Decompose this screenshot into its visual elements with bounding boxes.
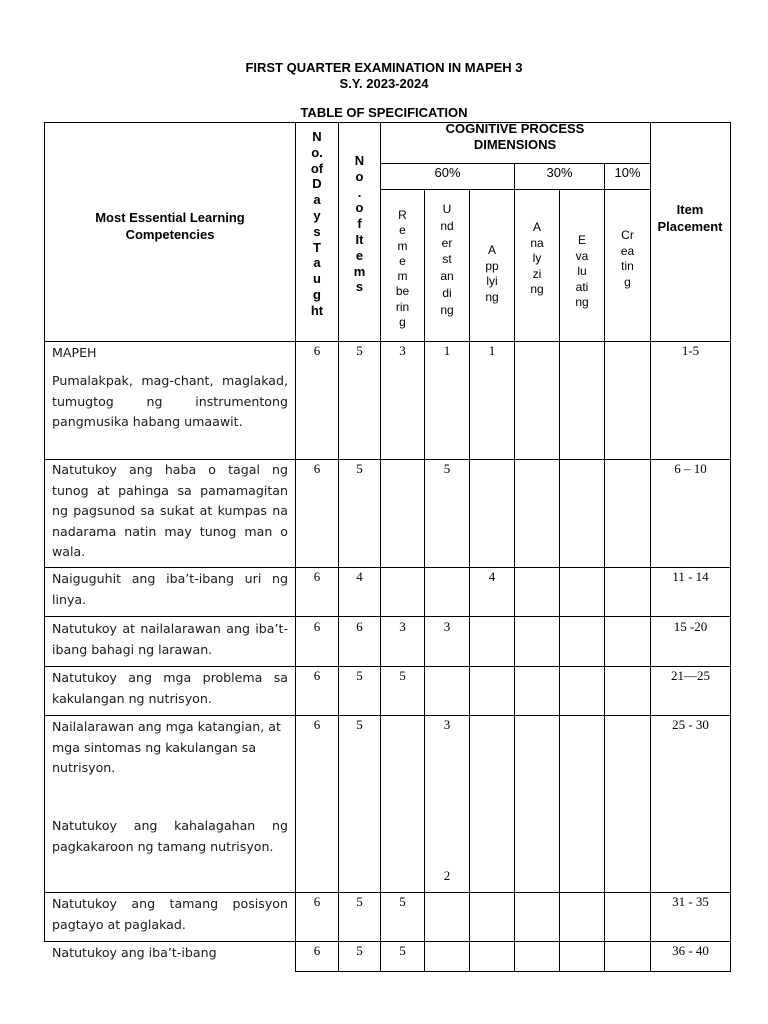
applying-value: 1	[488, 343, 496, 358]
remembering-value: 5	[399, 668, 406, 683]
placement-value: 15 -20	[673, 619, 708, 634]
header-60-percent: 60%	[434, 165, 461, 180]
placement-value: 11 - 14	[672, 569, 709, 584]
header-competencies: Most Essential Learning Competencies	[95, 210, 245, 242]
header-10-percent: 10%	[614, 165, 641, 180]
header-bottom-border	[44, 341, 731, 342]
remembering-value: 5	[399, 943, 406, 958]
header-no-items: N o . o f It e m s	[353, 153, 366, 295]
placement-value: 21—25	[671, 668, 710, 683]
items-value: 5	[356, 894, 363, 909]
days-value: 6	[313, 943, 321, 958]
competency-text: Natutukoy ang mga problema sa kakulangan ng nutrisyon.	[52, 670, 288, 706]
header-applying: A pp lyi ng	[485, 243, 499, 304]
remembering-value: 3	[399, 619, 406, 634]
col-border	[44, 122, 45, 941]
exam-title: FIRST QUARTER EXAMINATION IN MAPEH 3	[245, 60, 523, 75]
table-title: TABLE OF SPECIFICATION	[300, 105, 468, 120]
understanding-value: 3	[443, 717, 451, 732]
items-value: 6	[356, 619, 363, 634]
col-border	[730, 122, 731, 972]
competency-text: Naiguguhit ang iba’t-ibang uri ng linya.	[52, 571, 288, 607]
row-divider	[44, 715, 731, 716]
row-divider	[44, 666, 731, 667]
competency-text: Natutukoy ang kahalagahan ng pagkakaroon ng tamang nutrisyon.	[52, 818, 288, 854]
competency-text: Pumalakpak, mag-chant, maglakad, tumugtog ng instrumentong pangmusika habang umaawit.	[52, 373, 288, 430]
placement-value: 36 - 40	[672, 943, 709, 958]
applying-value: 4	[488, 569, 496, 584]
row-divider	[295, 971, 731, 972]
placement-value: 31 - 35	[672, 894, 709, 909]
understanding-value: 1	[443, 343, 451, 358]
header-understanding: U nd er st an di ng	[440, 202, 454, 317]
percent-divider	[380, 189, 650, 190]
school-year: S.Y. 2023-2024	[339, 76, 429, 91]
header-creating: Cr ea tin g	[620, 228, 635, 289]
items-value: 5	[356, 461, 363, 476]
items-value: 5	[356, 343, 363, 358]
remembering-value: 5	[399, 894, 406, 909]
competency-text: MAPEH	[52, 345, 97, 360]
items-value: 5	[356, 943, 363, 958]
header-30-percent: 30%	[546, 165, 573, 180]
items-value: 5	[356, 668, 363, 683]
days-value: 6	[313, 894, 321, 909]
row-divider	[44, 892, 731, 893]
placement-value: 6 – 10	[674, 461, 707, 476]
days-value: 6	[313, 717, 321, 732]
competency-text: Nailalarawan ang mga katangian, at mga sintomas ng kakulangan sa nutrisyon.	[52, 719, 281, 776]
competency-text: Natutukoy ang haba o tagal ng tunog at pahinga sa pamamagitan ng pagsunod sa sukat at kumpas na nadarama natin may tunog man o wala.	[52, 462, 288, 560]
placement-value: 1-5	[681, 343, 700, 358]
header-remembering: R e m e m be rin g	[395, 208, 410, 330]
days-value: 6	[313, 619, 321, 634]
days-value: 6	[313, 343, 321, 358]
items-value: 5	[356, 717, 363, 732]
col-border	[650, 122, 651, 972]
days-value: 6	[313, 461, 321, 476]
days-value: 6	[313, 569, 321, 584]
row-divider	[44, 567, 731, 568]
row-divider	[44, 616, 731, 617]
row-divider	[44, 941, 731, 942]
days-value: 6	[313, 668, 321, 683]
competency-text: Natutukoy ang iba’t-ibang	[52, 945, 217, 960]
competency-text: Natutukoy ang tamang posisyon pagtayo at paglakad.	[52, 896, 288, 932]
items-value: 4	[356, 569, 363, 584]
header-evaluating: E va lu ati ng	[575, 233, 589, 309]
remembering-value: 3	[399, 343, 406, 358]
header-item-placement: Item Placement	[657, 202, 723, 234]
table-top-border	[44, 122, 731, 123]
header-analyzing: A na ly zi ng	[530, 220, 544, 296]
competency-text: Natutukoy at nailalarawan ang iba’t-ibang bahagi ng larawan.	[52, 621, 288, 657]
header-days-taught: N o. of D a y s T a u g ht	[310, 129, 324, 318]
understanding-value: 2	[443, 868, 451, 883]
understanding-value: 5	[443, 461, 451, 476]
placement-value: 25 - 30	[672, 717, 709, 732]
understanding-value: 3	[443, 619, 451, 634]
header-cognitive-dimensions: COGNITIVE PROCESS DIMENSIONS	[445, 121, 585, 152]
